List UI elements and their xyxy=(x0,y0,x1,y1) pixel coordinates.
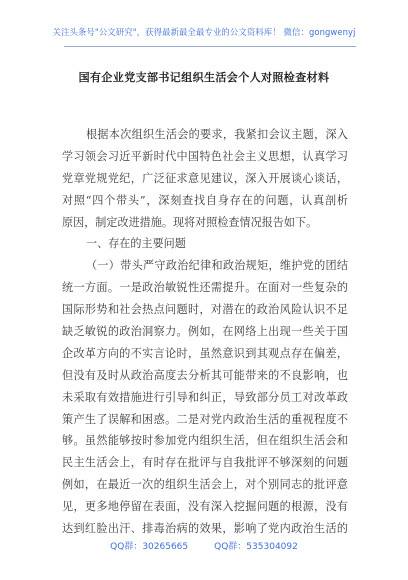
body-line: 未采取有效措施进行引导和纠正，导致部分员工对改革政 xyxy=(62,390,348,404)
body-line: 对照“四个带头”，深刻查找自身存在的问题，认真剖析 xyxy=(62,193,348,207)
body-line: 民主生活会上，有时存在批评与自我批评不够深刻的问题 xyxy=(62,456,348,470)
body-line: 企改革方向的不实言论时，虽然意识到其观点存在偏差， xyxy=(62,346,348,360)
footer-qq-group-2: QQ群：535304092 xyxy=(214,542,298,552)
section-heading: 一、存在的主要问题 xyxy=(86,237,186,251)
header-divider xyxy=(64,46,356,47)
body-line: 原因，制定改进措施。现将对照检查情况报告如下。 xyxy=(62,215,318,229)
body-line: 但没有及时从政治高度去分析其可能带来的不良影响，也 xyxy=(62,368,348,382)
body-line: 够。虽然能够按时参加党内组织生活，但在组织生活会和 xyxy=(62,434,348,448)
footer-qq-group-1: QQ群：30265665 xyxy=(110,542,189,552)
header-notice: 关注头条号"公文研究"，获得最新最全最专业的公文资料库！ 微信：gongwenyj xyxy=(52,27,356,37)
body-line: 例如，在最近一次的组织生活会上，对个别同志的批评意 xyxy=(62,478,348,492)
body-line: （一）带头严守政治纪律和政治规矩，维护党的团结 xyxy=(86,259,348,273)
body-line: 缺乏敏锐的政治洞察力。例如，在网络上出现一些关于国 xyxy=(62,325,348,339)
body-line: 统一方面。一是政治敏锐性还需提升。在面对一些复杂的 xyxy=(62,281,348,295)
footer xyxy=(0,539,408,552)
document-title: 国有企业党支部书记组织生活会个人对照检查材料 xyxy=(78,71,330,84)
body-line: 学习领会习近平新时代中国特色社会主义思想，认真学习 xyxy=(62,149,348,163)
body-line: 根据本次组织生活会的要求，我紧扣会议主题，深入 xyxy=(86,128,348,141)
document-body xyxy=(62,124,348,540)
body-line: 国际形势和社会热点问题时，对潜在的政治风险认识不足 xyxy=(62,303,348,317)
body-line: 党章党规党纪，广泛征求意见建议，深入开展谈心谈话， xyxy=(62,171,348,185)
body-line: 策产生了误解和困惑。二是对党内政治生活的重视程度不 xyxy=(62,412,348,426)
body-line: 达到红脸出汗、排毒治病的效果，影响了党内政治生活的 xyxy=(62,522,348,536)
body-line: 见，更多地停留在表面，没有深入挖掘问题的根源，没有 xyxy=(62,500,348,514)
